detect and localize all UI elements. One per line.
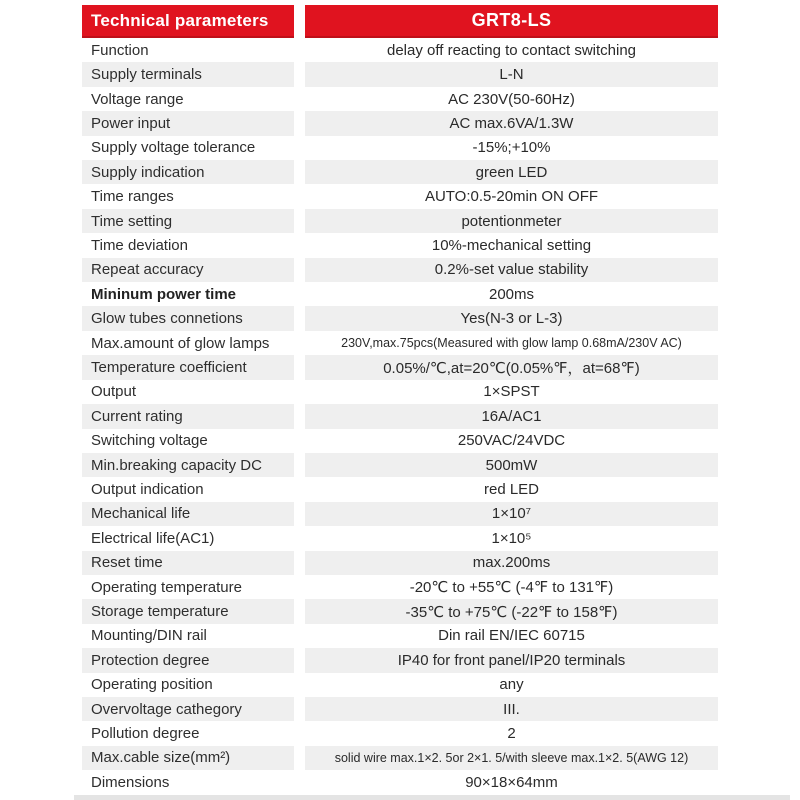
row-label: Overvoltage cathegory xyxy=(82,697,294,721)
spec-table-rows xyxy=(82,38,718,795)
row-value: 10%-mechanical setting xyxy=(431,236,592,254)
row-label: Current rating xyxy=(82,404,294,428)
row-label: Mechanical life xyxy=(82,502,294,526)
table-row xyxy=(82,770,718,794)
row-value: red LED xyxy=(483,481,540,499)
table-row xyxy=(82,258,718,282)
row-label: Power input xyxy=(82,111,294,135)
row-label: Dimensions xyxy=(91,773,170,791)
row-value: -15%;+10% xyxy=(472,139,551,157)
table-row xyxy=(82,453,718,477)
row-label: Function xyxy=(91,41,149,59)
table-row xyxy=(82,721,718,745)
row-value: AC max.6VA/1.3W xyxy=(305,111,718,135)
row-value: Din rail EN/IEC 60715 xyxy=(438,627,585,645)
table-row xyxy=(82,160,718,184)
row-value: delay off reacting to contact switching xyxy=(386,41,637,59)
row-label: Mininum power time xyxy=(91,285,237,303)
row-label: Glow tubes connetions xyxy=(82,306,294,330)
row-value: 2 xyxy=(507,725,516,743)
row-value: green LED xyxy=(305,160,718,184)
table-row xyxy=(82,575,718,599)
table-row xyxy=(82,429,718,453)
row-label: Pollution degree xyxy=(91,725,200,743)
table-row xyxy=(82,87,718,111)
table-row xyxy=(82,38,718,62)
table-row xyxy=(82,746,718,770)
row-label: Output indication xyxy=(91,481,204,499)
row-value: IP40 for front panel/IP20 terminals xyxy=(305,648,718,672)
row-value: 500mW xyxy=(305,453,718,477)
row-value: AC 230V(50-60Hz) xyxy=(448,90,575,108)
row-label: Operating temperature xyxy=(91,578,242,596)
row-value: 250VAC/24VDC xyxy=(457,432,566,450)
row-label: Operating position xyxy=(91,676,213,694)
table-row xyxy=(82,331,718,355)
table-row xyxy=(82,355,718,379)
row-label: Max.amount of glow lamps xyxy=(91,334,270,352)
row-value: III. xyxy=(305,697,718,721)
table-row xyxy=(82,184,718,208)
row-value: 200ms xyxy=(488,285,535,303)
row-value: -20℃ to +55℃ (-4℉ to 131℉) xyxy=(409,579,614,597)
table-row xyxy=(82,404,718,428)
row-label: Supply terminals xyxy=(82,62,294,86)
row-value: max.200ms xyxy=(305,551,718,575)
row-value: 90×18×64mm xyxy=(465,773,558,791)
row-value: any xyxy=(499,676,524,694)
table-row xyxy=(82,209,718,233)
table-row xyxy=(82,502,718,526)
row-label: Switching voltage xyxy=(91,432,208,450)
table-row xyxy=(82,673,718,697)
table-row xyxy=(82,233,718,257)
row-value: -35℃ to +75℃ (-22℉ to 158℉) xyxy=(305,599,718,623)
next-section-edge xyxy=(74,795,790,800)
row-value: 0.2%-set value stability xyxy=(305,258,718,282)
row-label: Time setting xyxy=(82,209,294,233)
row-value: 0.05%/℃,at=20℃(0.05%℉，at=68℉) xyxy=(305,355,718,379)
row-value: AUTO:0.5-20min ON OFF xyxy=(424,188,599,206)
row-label: Repeat accuracy xyxy=(82,258,294,282)
table-row xyxy=(82,306,718,330)
table-row xyxy=(82,380,718,404)
row-value: 1×10⁵ xyxy=(491,529,532,547)
row-label: Supply voltage tolerance xyxy=(91,139,256,157)
model-name-header: GRT8-LS xyxy=(305,5,718,38)
row-label: Time ranges xyxy=(91,188,174,206)
row-label: Max.cable size(mm²) xyxy=(82,746,294,770)
row-label: Electrical life(AC1) xyxy=(91,529,215,547)
table-row xyxy=(82,624,718,648)
table-row xyxy=(82,599,718,623)
table-row xyxy=(82,111,718,135)
row-value: 1×SPST xyxy=(483,383,540,401)
row-label: Supply indication xyxy=(82,160,294,184)
table-row xyxy=(82,477,718,501)
table-row xyxy=(82,551,718,575)
table-header-row xyxy=(82,5,718,38)
table-row xyxy=(82,526,718,550)
table-row xyxy=(82,62,718,86)
table-row xyxy=(82,697,718,721)
row-value: Yes(N-3 or L-3) xyxy=(305,306,718,330)
spec-table xyxy=(82,5,718,795)
row-label: Mounting/DIN rail xyxy=(91,627,207,645)
row-label: Storage temperature xyxy=(82,599,294,623)
row-value: potentionmeter xyxy=(305,209,718,233)
row-label: Protection degree xyxy=(82,648,294,672)
row-value: solid wire max.1×2. 5or 2×1. 5/with sleeve max.1×2. 5(AWG 12) xyxy=(305,746,718,770)
technical-parameters-header: Technical parameters xyxy=(82,5,294,38)
table-row xyxy=(82,282,718,306)
row-label: Reset time xyxy=(82,551,294,575)
row-label: Min.breaking capacity DC xyxy=(82,453,294,477)
row-value: L-N xyxy=(305,62,718,86)
row-label: Output xyxy=(91,383,137,401)
row-label: Temperature coefficient xyxy=(82,355,294,379)
row-label: Time deviation xyxy=(91,236,188,254)
row-label: Voltage range xyxy=(91,90,184,108)
row-value: 16A/AC1 xyxy=(305,404,718,428)
table-row xyxy=(82,136,718,160)
row-value: 1×10⁷ xyxy=(305,502,718,526)
row-value: 230V,max.75pcs(Measured with glow lamp 0.68mA/230V AC) xyxy=(341,336,682,351)
table-row xyxy=(82,648,718,672)
